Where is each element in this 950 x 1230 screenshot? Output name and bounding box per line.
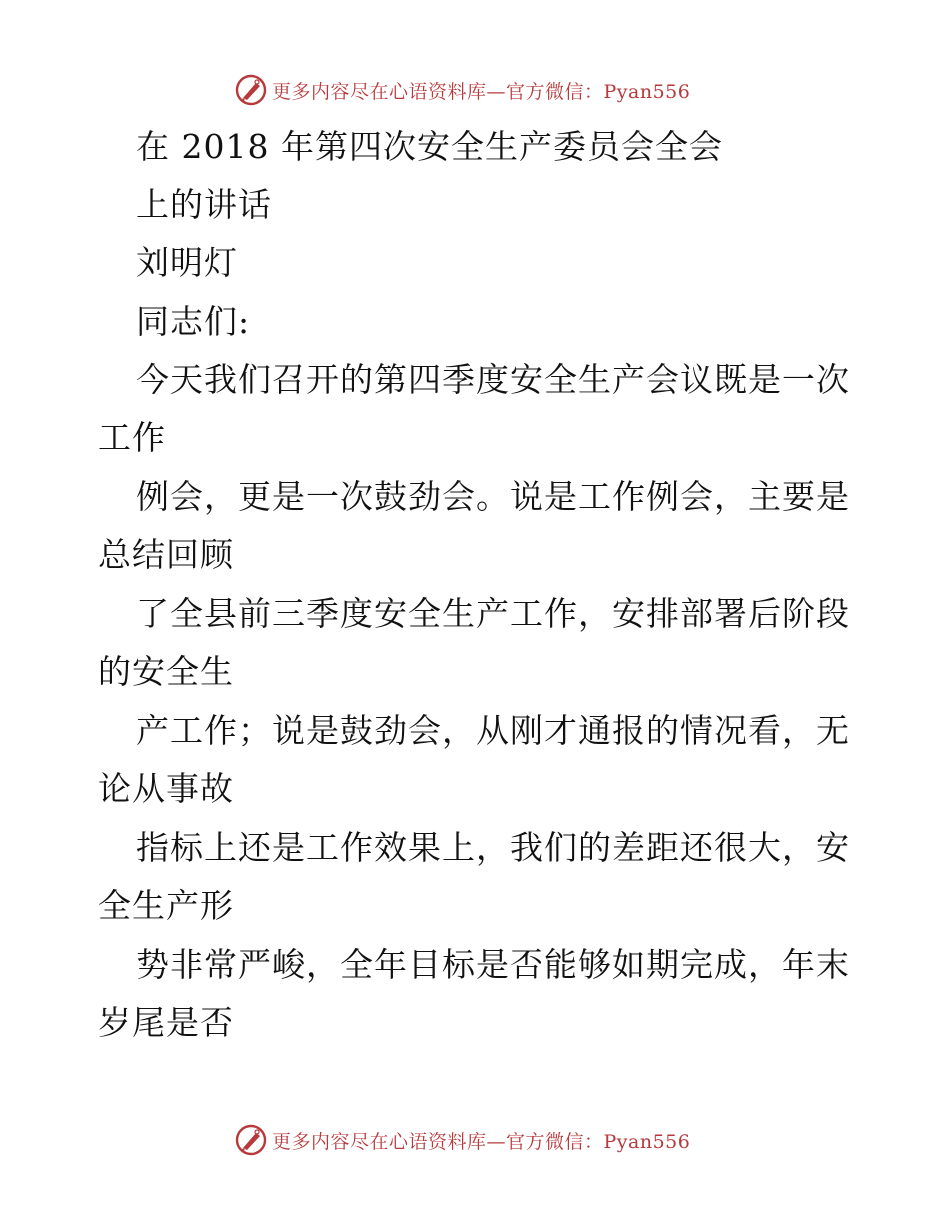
pen-logo-icon — [234, 73, 268, 107]
pen-logo-icon — [234, 1123, 268, 1157]
footer-watermark — [234, 1122, 690, 1158]
paragraph-line: 例会，更是一次鼓劲会。说是工作例会，主要是 — [136, 477, 850, 516]
speech-title-line-1: 在 2018 年第四次安全生产委员会全会 — [136, 127, 723, 166]
watermark-text: 更多内容尽在心语资料库—官方微信：Pyan556 — [272, 80, 691, 103]
paragraph-line: 产工作；说是鼓劲会，从刚才通报的情况看，无 — [136, 711, 850, 750]
salutation: 同志们: — [136, 302, 251, 341]
paragraph-line: 全生产形 — [98, 886, 234, 925]
speaker-name: 刘明灯 — [136, 243, 238, 282]
paragraph-line: 今天我们召开的第四季度安全生产会议既是一次 — [136, 360, 850, 399]
watermark-text: 更多内容尽在心语资料库—官方微信：Pyan556 — [272, 1130, 691, 1153]
paragraph-line: 指标上还是工作效果上，我们的差距还很大，安 — [136, 828, 850, 867]
paragraph-line: 工作 — [98, 418, 166, 457]
paragraph-line: 总结回顾 — [98, 535, 234, 574]
paragraph-line: 论从事故 — [98, 769, 234, 808]
paragraph-line: 势非常严峻，全年目标是否能够如期完成，年末 — [136, 945, 850, 984]
paragraph-line: 岁尾是否 — [98, 1003, 234, 1042]
paragraph-line: 的安全生 — [98, 652, 234, 691]
paragraph-line: 了全县前三季度安全生产工作，安排部署后阶段 — [136, 594, 850, 633]
speech-title-line-2: 上的讲话 — [136, 185, 272, 224]
header-watermark — [234, 72, 690, 108]
